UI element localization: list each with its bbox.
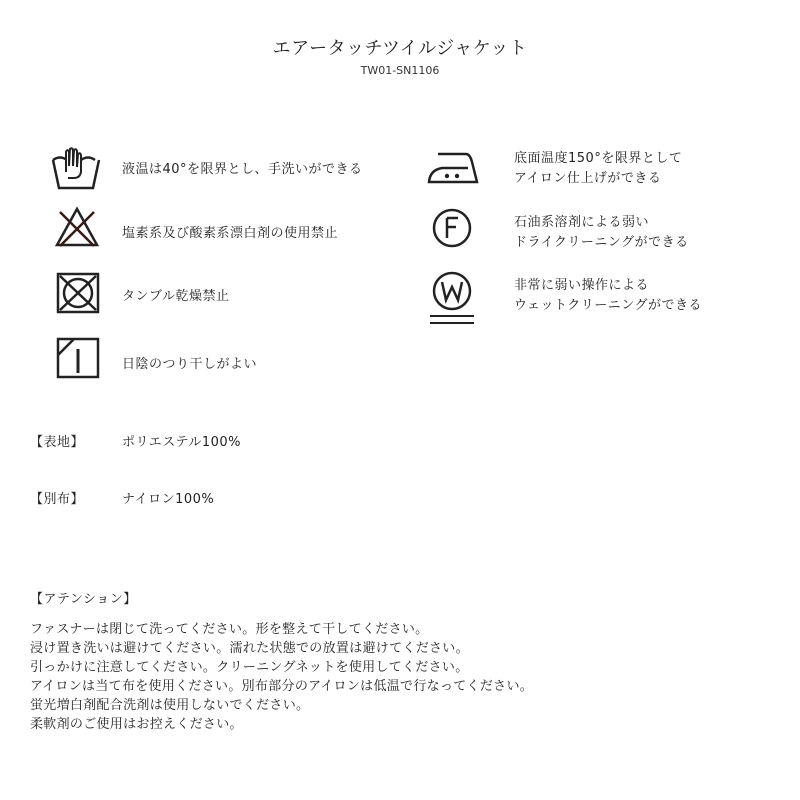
care-label-shade-dry: 日陰のつり干しがよい: [122, 357, 258, 372]
material-value-outer: ポリエステル100%: [122, 435, 241, 450]
care-label-iron: [514, 149, 682, 189]
attention-line: 蛍光増白剤配合洗剤は使用しないでください。: [30, 698, 310, 713]
no-tumble-dry-icon: [56, 272, 100, 314]
iron-low-icon: [426, 150, 480, 186]
product-code: TW01-SN1106: [360, 64, 440, 77]
care-label-wet-clean-line1: 非常に弱い操作による: [514, 278, 650, 293]
attention-line: ファスナーは閉じて洗ってください。形を整えて干してください。: [30, 622, 429, 637]
wet-clean-w-icon: [428, 270, 476, 328]
attention-line: アイロンは当て布を使用ください。別布部分のアイロンは低温で行なってください。: [30, 679, 534, 694]
care-label-iron-line1: 底面温度150°を限界として: [514, 151, 683, 166]
no-bleach-icon: [54, 206, 100, 248]
care-label-no-bleach: 塩素系及び酸素系漂白剤の使用禁止: [122, 226, 339, 241]
care-label-dry-clean-line2: ドライクリーニングができる: [514, 235, 689, 250]
attention-notes: [30, 620, 533, 734]
material-value-trim: ナイロン100%: [122, 492, 215, 507]
attention-title: 【アテンション】: [30, 592, 137, 607]
care-label-wet-clean-line2: ウェットクリーニングができる: [514, 298, 702, 313]
shade-line-dry-icon: [56, 337, 100, 379]
care-label-iron-line2: アイロン仕上げができる: [514, 171, 662, 186]
care-label-hand-wash: 液温は40°を限界とし、手洗いができる: [122, 162, 363, 177]
wash-tub-hand-icon: [50, 146, 102, 192]
dry-clean-f-icon: [430, 207, 474, 249]
care-label-dry-clean: [514, 213, 689, 253]
care-label-dry-clean-line1: 石油系溶剤による弱い: [514, 215, 650, 230]
material-label-outer: 【表地】: [30, 435, 85, 450]
product-title: エアータッチツイルジャケット: [272, 38, 528, 59]
material-label-trim: 【別布】: [30, 492, 85, 507]
attention-line: 柔軟剤のご使用はお控えください。: [30, 717, 243, 732]
care-label-wet-clean: [514, 276, 702, 316]
attention-line: 引っかけに注意してください。クリーニングネットを使用してください。: [30, 660, 469, 675]
care-label-no-tumble: タンブル乾燥禁止: [122, 289, 230, 304]
attention-line: 浸け置き洗いは避けてください。濡れた状態での放置は避けてください。: [30, 641, 469, 656]
